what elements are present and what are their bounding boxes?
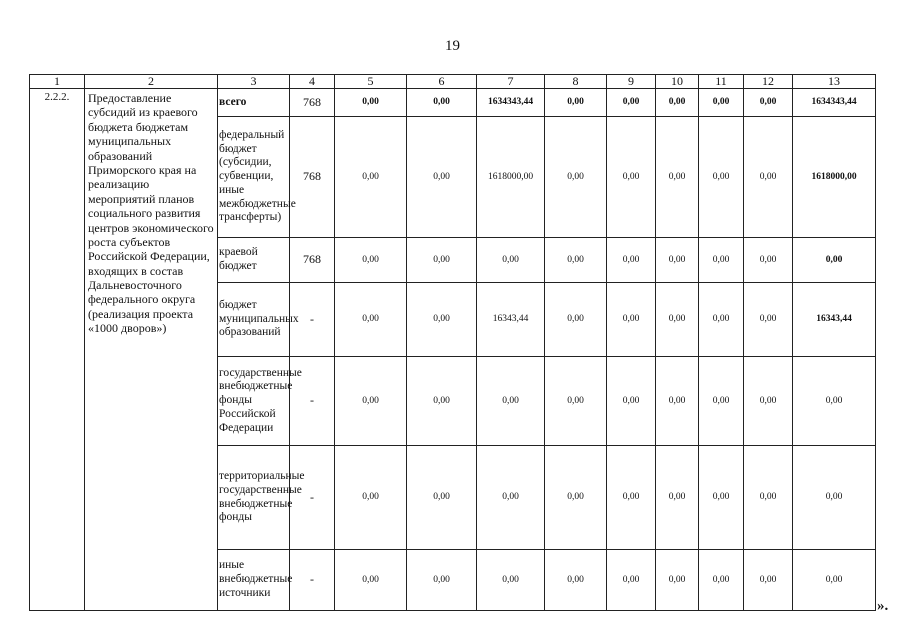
item-number: 2.2.2. (30, 89, 85, 611)
code-cell: - (290, 446, 335, 550)
value-cell: 0,00 (607, 550, 656, 611)
value-cell: 0,00 (545, 117, 607, 238)
value-cell: 0,00 (545, 550, 607, 611)
value-cell: 0,00 (793, 446, 876, 550)
funding-source: иные внебюджетные источники (218, 550, 290, 611)
value-cell: 1618000,00 (477, 117, 545, 238)
value-cell: 0,00 (545, 238, 607, 283)
code-cell: - (290, 283, 335, 357)
column-number: 7 (477, 75, 545, 89)
value-cell: 0,00 (477, 238, 545, 283)
closing-quote-mark: ». (877, 598, 889, 614)
value-cell: 0,00 (656, 446, 699, 550)
value-cell: 0,00 (656, 89, 699, 117)
value-cell: 0,00 (477, 550, 545, 611)
column-number: 1 (30, 75, 85, 89)
value-cell: 0,00 (656, 283, 699, 357)
item-name: Предоставление субсидий из краевого бюджета бюджетам муниципальных образований Приморского края на реализацию мероприятий планов социального развития центров экономического роста субъектов Российской Федерации, входящих в состав Дальневосточного федерального округа (реализация проекта «1000 дворов») (85, 89, 218, 611)
value-cell: 0,00 (699, 550, 744, 611)
value-cell: 0,00 (699, 238, 744, 283)
value-cell: 0,00 (407, 238, 477, 283)
value-cell: 0,00 (335, 357, 407, 446)
code-cell: 768 (290, 117, 335, 238)
value-cell: 0,00 (656, 238, 699, 283)
value-cell: 0,00 (607, 357, 656, 446)
value-cell: 0,00 (744, 89, 793, 117)
funding-source: федеральный бюджет (субсидии, субвенции, иные межбюджетные трансферты) (218, 117, 290, 238)
value-cell: 0,00 (793, 238, 876, 283)
value-cell: 0,00 (744, 550, 793, 611)
value-cell: 0,00 (407, 89, 477, 117)
value-cell: 16343,44 (793, 283, 876, 357)
column-number: 11 (699, 75, 744, 89)
value-cell: 0,00 (699, 117, 744, 238)
value-cell: 0,00 (335, 283, 407, 357)
column-number: 2 (85, 75, 218, 89)
value-cell: 0,00 (407, 446, 477, 550)
value-cell: 0,00 (407, 117, 477, 238)
funding-source: краевой бюджет (218, 238, 290, 283)
value-cell: 0,00 (744, 238, 793, 283)
code-cell: - (290, 357, 335, 446)
value-cell: 0,00 (477, 446, 545, 550)
value-cell: 0,00 (656, 357, 699, 446)
code-cell: - (290, 550, 335, 611)
value-cell: 0,00 (407, 550, 477, 611)
value-cell: 0,00 (744, 446, 793, 550)
value-cell: 0,00 (744, 283, 793, 357)
code-cell: 768 (290, 89, 335, 117)
table-row (30, 89, 876, 117)
value-cell: 0,00 (699, 89, 744, 117)
value-cell: 1618000,00 (793, 117, 876, 238)
value-cell: 0,00 (607, 446, 656, 550)
value-cell: 0,00 (545, 89, 607, 117)
value-cell: 0,00 (699, 283, 744, 357)
column-number: 13 (793, 75, 876, 89)
value-cell: 0,00 (545, 283, 607, 357)
funding-source: государственные внебюджетные фонды Российской Федерации (218, 357, 290, 446)
value-cell: 0,00 (477, 357, 545, 446)
value-cell: 0,00 (607, 238, 656, 283)
value-cell: 0,00 (744, 357, 793, 446)
column-number-row (30, 75, 876, 89)
column-number: 3 (218, 75, 290, 89)
value-cell: 0,00 (607, 89, 656, 117)
value-cell: 0,00 (607, 117, 656, 238)
value-cell: 0,00 (607, 283, 656, 357)
column-number: 5 (335, 75, 407, 89)
value-cell: 1634343,44 (793, 89, 876, 117)
page-number: 19 (445, 38, 460, 54)
column-number: 10 (656, 75, 699, 89)
value-cell: 0,00 (656, 117, 699, 238)
value-cell: 0,00 (407, 283, 477, 357)
value-cell: 16343,44 (477, 283, 545, 357)
value-cell: 0,00 (335, 117, 407, 238)
column-number: 12 (744, 75, 793, 89)
value-cell: 0,00 (335, 89, 407, 117)
column-number: 6 (407, 75, 477, 89)
value-cell: 0,00 (699, 357, 744, 446)
value-cell: 0,00 (335, 238, 407, 283)
value-cell: 0,00 (545, 446, 607, 550)
column-number: 9 (607, 75, 656, 89)
value-cell: 0,00 (656, 550, 699, 611)
funding-source: территориальные государственные внебюджетные фонды (218, 446, 290, 550)
value-cell: 0,00 (793, 550, 876, 611)
budget-table (29, 74, 876, 611)
value-cell: 1634343,44 (477, 89, 545, 117)
value-cell: 0,00 (335, 446, 407, 550)
funding-source: всего (218, 89, 290, 117)
value-cell: 0,00 (545, 357, 607, 446)
value-cell: 0,00 (335, 550, 407, 611)
column-number: 8 (545, 75, 607, 89)
value-cell: 0,00 (744, 117, 793, 238)
value-cell: 0,00 (699, 446, 744, 550)
column-number: 4 (290, 75, 335, 89)
value-cell: 0,00 (793, 357, 876, 446)
code-cell: 768 (290, 238, 335, 283)
funding-source: бюджет муниципальных образований (218, 283, 290, 357)
value-cell: 0,00 (407, 357, 477, 446)
